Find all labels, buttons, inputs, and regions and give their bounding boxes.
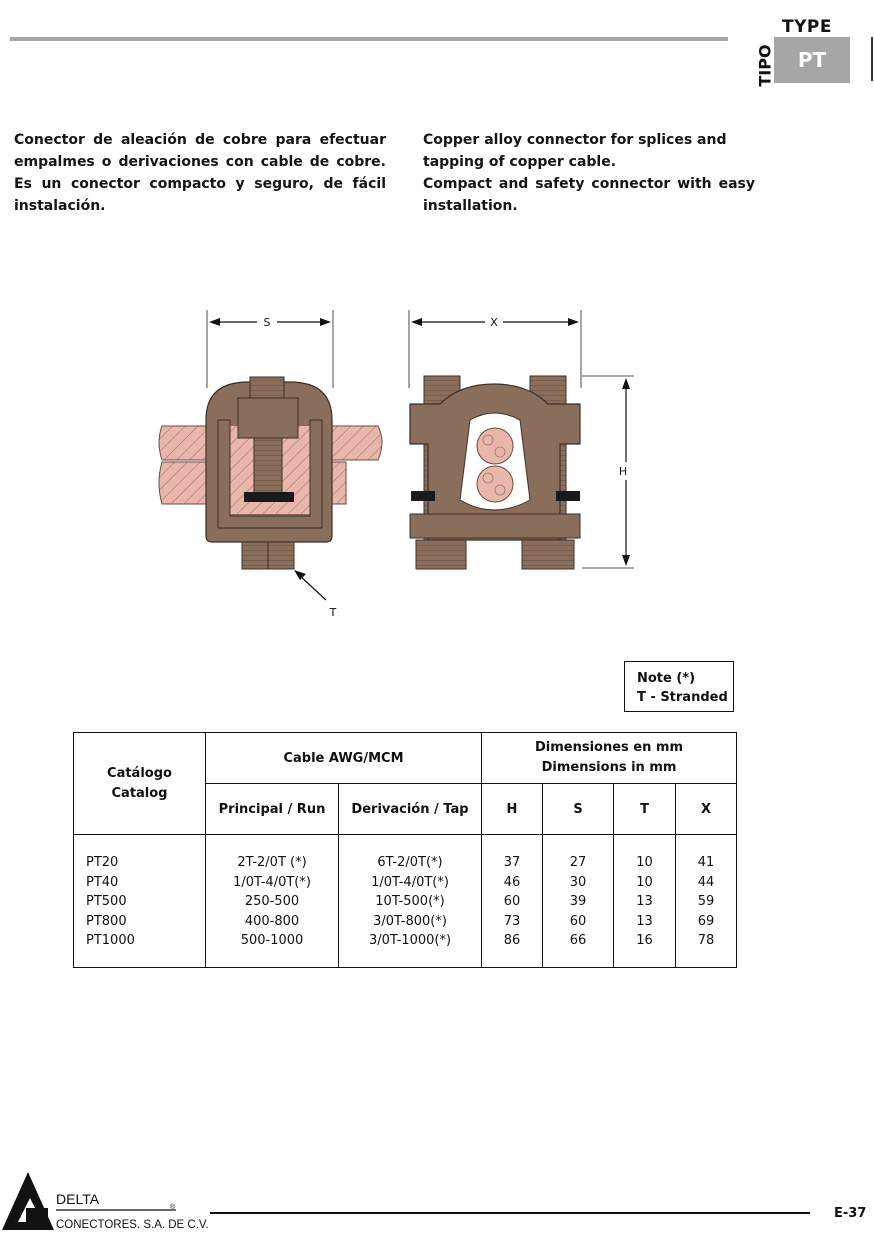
header-rule [10, 37, 728, 41]
footer-rule [210, 1212, 810, 1214]
table-cell-h: 73 [503, 913, 521, 929]
h-column [482, 835, 543, 968]
table-cell-s: 60 [569, 913, 587, 929]
dim-col-h: H [482, 784, 543, 835]
tap-header: Derivación / Tap [339, 784, 482, 835]
table-cell-catalog: PT1000 [86, 933, 135, 948]
table-cell-x: 44 [697, 874, 715, 890]
side-view [159, 310, 382, 619]
note-box [624, 661, 734, 712]
front-view [409, 310, 634, 569]
delta-logo [0, 1168, 209, 1234]
x-column [676, 835, 737, 968]
table-cell-run: 1/0T-4/0T(*) [233, 874, 311, 890]
tipo-label: TIPO [755, 44, 775, 87]
table-cell-x: 69 [697, 913, 715, 929]
table-cell-t: 13 [636, 894, 653, 909]
description-es-text: Conector de aleación de cobre para efectuar empalmes o derivaciones con cable de cobre. Es un conector compacto y seguro, de fácil instalación. [14, 132, 386, 214]
table-cell-s: 66 [569, 933, 587, 948]
registered-mark: ® [170, 1204, 176, 1211]
table-cell-x: 41 [697, 855, 715, 870]
table-cell-s: 27 [569, 855, 587, 870]
type-label: TYPE [782, 17, 832, 37]
dimension-x-label: X [490, 316, 498, 329]
connector-diagram [150, 300, 670, 630]
table-cell-t: 10 [636, 855, 653, 870]
page-number: E-37 [834, 1206, 867, 1221]
table-body-row [74, 835, 737, 968]
dimensions-header-en: Dimensions in mm [541, 760, 677, 775]
s-column [543, 835, 614, 968]
description-english [423, 129, 755, 217]
table-cell-s: 39 [569, 894, 587, 909]
table-cell-catalog: PT800 [86, 913, 127, 929]
table-cell-tap: 3/0T-1000(*) [368, 933, 452, 948]
dim-col-s: S [543, 784, 614, 835]
t-column [614, 835, 676, 968]
run-header: Principal / Run [206, 784, 339, 835]
dimension-h-label: H [618, 465, 628, 478]
table-cell-tap: 10T-500(*) [375, 894, 445, 909]
logo-line1: DELTA [56, 1191, 100, 1207]
type-code-badge [774, 37, 850, 83]
table-cell-tap: 1/0T-4/0T(*) [371, 874, 449, 890]
table-cell-run: 250-500 [244, 894, 300, 909]
table-cell-tap: 3/0T-800(*) [373, 913, 447, 929]
table-cell-s: 30 [569, 874, 587, 890]
table-cell-run: 400-800 [244, 913, 300, 929]
catalog-header-en: Catalog [111, 785, 168, 801]
table-cell-h: 37 [503, 855, 521, 870]
table-cell-t: 16 [636, 933, 653, 948]
table-cell-run: 500-1000 [240, 933, 304, 948]
table-cell-catalog: PT500 [86, 894, 127, 909]
dimension-t-label: T [329, 606, 337, 619]
table-cell-x: 59 [697, 894, 715, 909]
table-cell-run: 2T-2/0T (*) [237, 855, 307, 870]
tap-column [339, 835, 482, 968]
spec-table [73, 732, 737, 968]
description-spanish [14, 129, 386, 217]
catalog-column [74, 835, 206, 968]
cable-header: Cable AWG/MCM [206, 733, 482, 784]
table-cell-tap: 6T-2/0T(*) [377, 855, 443, 870]
dimensions-header-es: Dimensiones en mm [534, 740, 683, 755]
table-cell-t: 13 [636, 913, 653, 929]
table-cell-t: 10 [636, 874, 653, 890]
run-column [206, 835, 339, 968]
dimension-s-label: S [263, 316, 271, 329]
table-cell-catalog: PT40 [86, 874, 119, 890]
dim-col-x: X [676, 784, 737, 835]
catalog-header-es: Catálogo [107, 765, 172, 781]
table-cell-h: 86 [503, 933, 521, 948]
logo-line2: CONECTORES. S.A. DE C.V. [56, 1219, 209, 1231]
table-cell-catalog: PT20 [86, 855, 119, 870]
table-cell-x: 78 [697, 933, 715, 948]
dim-col-t: T [614, 784, 676, 835]
description-en-line1: Copper alloy connector for splices and tapping of copper cable. [423, 132, 727, 170]
table-cell-h: 46 [503, 874, 521, 890]
note-line1: Note (*) [637, 671, 696, 686]
type-code: PT [797, 48, 827, 72]
catalog-header [74, 733, 206, 835]
dimensions-header [482, 733, 737, 784]
table-cell-h: 60 [503, 894, 521, 909]
page-edge-mark [871, 37, 873, 81]
note-line2: T - Stranded [637, 690, 728, 705]
description-en-line2: Compact and safety connector with easy installation. [423, 176, 755, 214]
